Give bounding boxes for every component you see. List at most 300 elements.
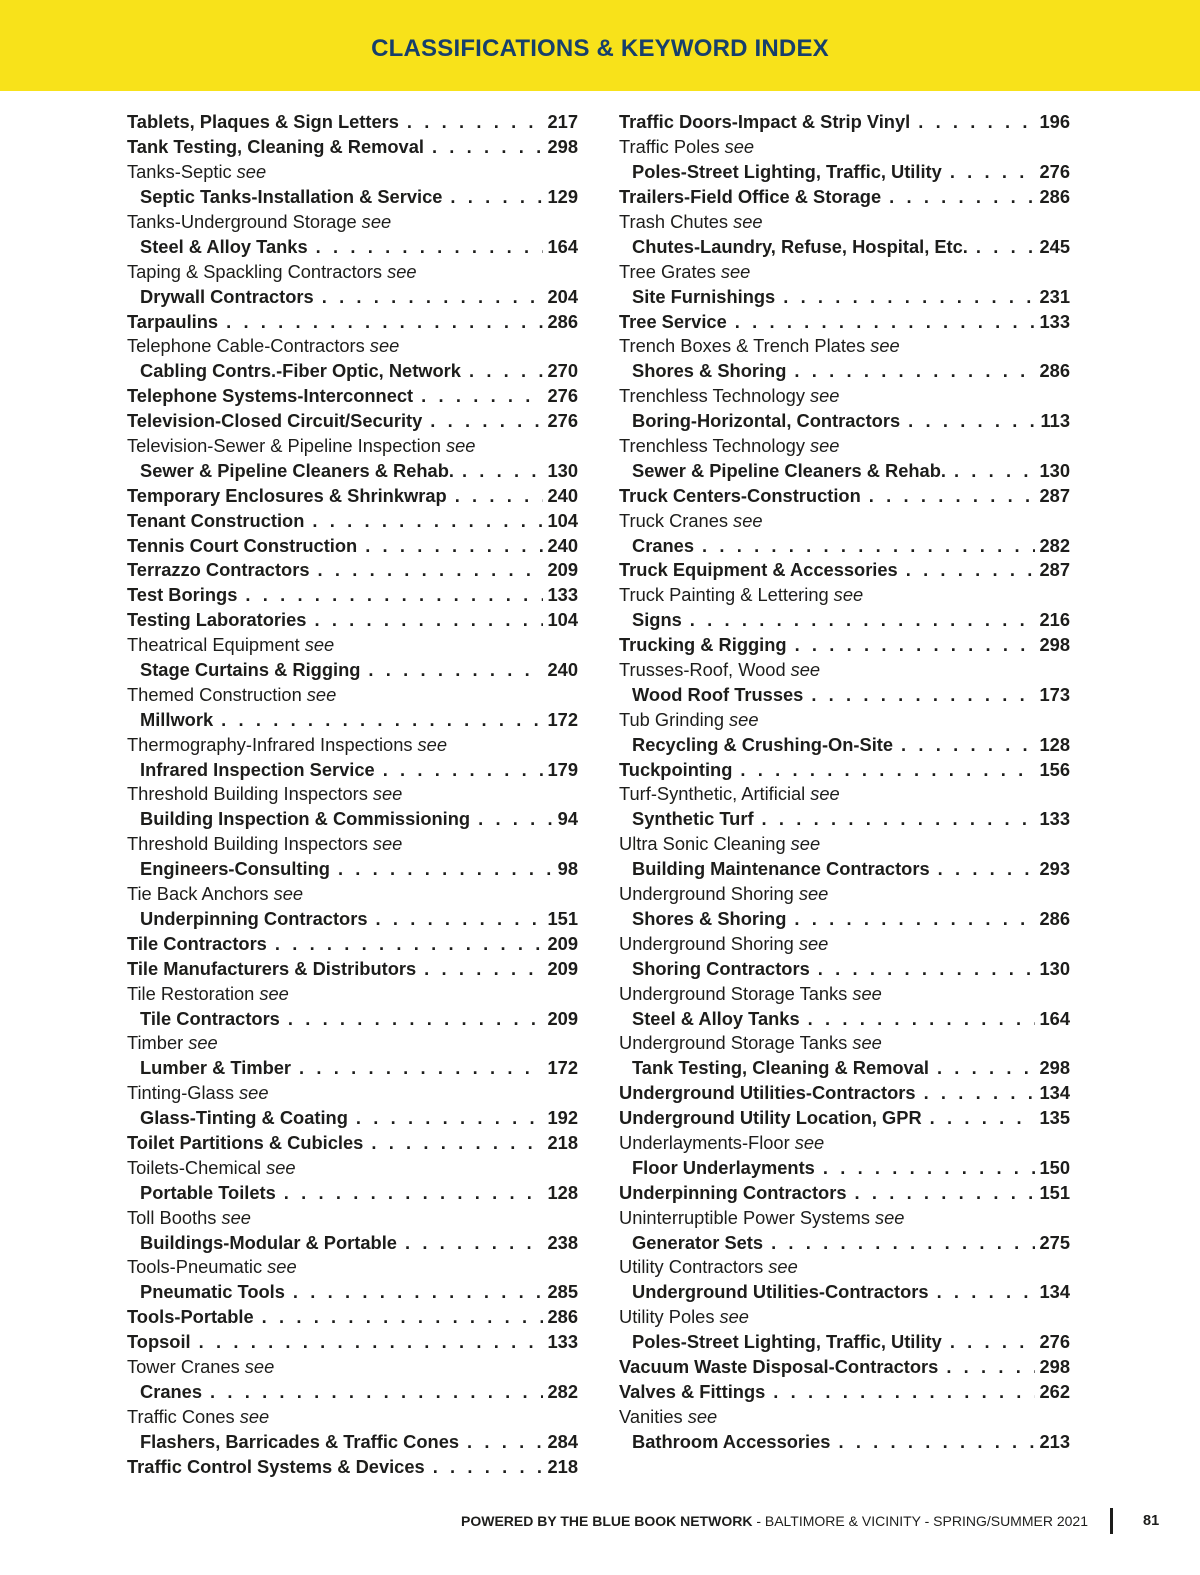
index-entry xyxy=(619,807,1070,832)
index-crossref xyxy=(619,334,1070,359)
dot-leader xyxy=(900,410,1036,432)
entry-label: Underground Storage Tanks xyxy=(619,982,848,1004)
index-crossref xyxy=(619,1305,1070,1330)
dot-leader xyxy=(308,236,544,258)
entry-label: Tank Testing, Cleaning & Removal xyxy=(632,1057,929,1079)
entry-page-number: 164 xyxy=(1039,1007,1070,1029)
entry-label: Threshold Building Inspectors xyxy=(127,833,368,855)
entry-label: Themed Construction xyxy=(127,683,302,705)
entry-label: Buildings-Modular & Portable xyxy=(140,1231,397,1253)
index-entry xyxy=(127,284,578,309)
entry-label: Topsoil xyxy=(127,1331,191,1353)
index-entry xyxy=(619,857,1070,882)
dot-leader xyxy=(929,1057,1036,1079)
index-entry xyxy=(127,1180,578,1205)
dot-leader xyxy=(763,1232,1035,1254)
entry-page-number: 282 xyxy=(1039,534,1070,556)
dot-leader xyxy=(447,485,544,507)
entry-label: Utility Contractors xyxy=(619,1256,764,1278)
entry-label: Traffic Cones xyxy=(127,1405,235,1427)
entry-label: Terrazzo Contractors xyxy=(127,559,310,581)
entry-page-number: 276 xyxy=(547,410,578,432)
see-reference: see xyxy=(852,982,882,1004)
dot-leader xyxy=(348,1107,544,1129)
index-crossref xyxy=(619,1131,1070,1156)
dot-leader xyxy=(470,808,554,830)
entry-page-number: 133 xyxy=(1039,310,1070,332)
index-entry xyxy=(127,1429,578,1454)
index-entry xyxy=(619,110,1070,135)
page-footer xyxy=(0,1508,1200,1536)
see-reference: see xyxy=(798,883,829,905)
index-entry xyxy=(619,1230,1070,1255)
entry-label: Wood Roof Trusses xyxy=(632,683,804,705)
entry-page-number: 104 xyxy=(547,609,578,631)
see-reference: see xyxy=(724,136,755,158)
index-crossref xyxy=(127,1081,578,1106)
dot-leader xyxy=(314,286,544,308)
dot-leader xyxy=(830,1431,1035,1453)
dot-leader xyxy=(330,858,554,880)
dot-leader xyxy=(754,808,1036,830)
dot-leader xyxy=(202,1381,543,1403)
entry-page-number: 298 xyxy=(547,136,578,158)
see-reference: see xyxy=(267,1256,297,1278)
index-entry xyxy=(127,508,578,533)
entry-page-number: 133 xyxy=(1039,808,1070,830)
index-entry xyxy=(619,1429,1070,1454)
index-entry xyxy=(127,558,578,583)
index-column-left xyxy=(127,110,578,1479)
entry-label: Underground Storage Tanks xyxy=(619,1032,848,1054)
index-entry xyxy=(127,1131,578,1156)
index-entry xyxy=(127,707,578,732)
index-crossref xyxy=(127,981,578,1006)
entry-label: Trench Boxes & Trench Plates xyxy=(619,335,866,357)
entry-page-number: 287 xyxy=(1039,484,1070,506)
page-title: CLASSIFICATIONS & KEYWORD INDEX xyxy=(371,34,829,62)
dot-leader xyxy=(422,410,543,432)
page-number: 81 xyxy=(1143,1513,1160,1529)
index-entry xyxy=(127,409,578,434)
dot-leader xyxy=(425,1456,544,1478)
index-entry xyxy=(619,682,1070,707)
entry-page-number: 262 xyxy=(1039,1380,1070,1402)
entry-page-number: 209 xyxy=(547,1007,578,1029)
entry-label: Ultra Sonic Cleaning xyxy=(619,833,786,855)
entry-label: Tennis Court Construction xyxy=(127,534,358,556)
see-reference: see xyxy=(304,634,335,656)
dot-leader xyxy=(360,659,543,681)
see-reference: see xyxy=(809,385,840,407)
dot-leader xyxy=(310,559,544,581)
index-crossref xyxy=(619,658,1070,683)
index-column-right xyxy=(619,110,1070,1454)
dot-leader xyxy=(461,360,544,382)
entry-page-number: 156 xyxy=(1039,758,1070,780)
index-entry xyxy=(619,359,1070,384)
entry-label: Television-Sewer & Pipeline Inspection xyxy=(127,435,441,457)
entry-page-number: 209 xyxy=(547,559,578,581)
see-reference: see xyxy=(733,211,763,232)
entry-page-number: 133 xyxy=(547,1331,578,1353)
entry-label: Trusses-Roof, Wood xyxy=(619,659,786,681)
index-entry xyxy=(619,1379,1070,1404)
entry-page-number: 209 xyxy=(547,957,578,979)
dot-leader xyxy=(861,485,1036,507)
entry-label: Recycling & Crushing-On-Site xyxy=(632,733,894,755)
index-crossref xyxy=(619,832,1070,857)
entry-page-number: 276 xyxy=(1039,161,1070,183)
entry-page-number: 218 xyxy=(547,1455,578,1477)
entry-label: Tarpaulins xyxy=(127,310,219,332)
dot-leader xyxy=(787,634,1036,656)
entry-label: Pneumatic Tools xyxy=(140,1281,285,1303)
index-crossref xyxy=(127,1355,578,1380)
dot-leader xyxy=(682,609,1036,631)
index-crossref xyxy=(619,259,1070,284)
index-entry xyxy=(619,185,1070,210)
see-reference: see xyxy=(387,260,417,282)
index-entry xyxy=(127,956,578,981)
entry-label: Tablets, Plaques & Sign Letters xyxy=(127,111,399,133)
entry-page-number: 179 xyxy=(547,758,578,780)
index-entry xyxy=(619,956,1070,981)
entry-label: Trash Chutes xyxy=(619,211,729,232)
index-entry xyxy=(619,633,1070,658)
entry-page-number: 285 xyxy=(547,1281,578,1303)
entry-page-number: 287 xyxy=(1039,559,1070,581)
entry-label: Taping & Spackling Contractors xyxy=(127,260,383,282)
entry-label: Tank Testing, Cleaning & Removal xyxy=(127,136,424,158)
index-entry xyxy=(127,1305,578,1330)
entry-label: Signs xyxy=(632,609,682,631)
dot-leader xyxy=(786,360,1035,382)
index-crossref xyxy=(127,1255,578,1280)
entry-label: Trailers-Field Office & Storage xyxy=(619,186,882,208)
entry-label: Temporary Enclosures & Shrinkwrap xyxy=(127,484,447,506)
entry-label: Tile Manufacturers & Distributors xyxy=(127,957,417,979)
dot-leader xyxy=(916,1082,1036,1104)
dot-leader xyxy=(732,759,1035,781)
dot-leader xyxy=(922,1107,1036,1129)
entry-page-number: 240 xyxy=(547,484,578,506)
index-entry xyxy=(127,185,578,210)
entry-page-number: 94 xyxy=(557,808,578,830)
entry-label: Truck Painting & Lettering xyxy=(619,584,829,606)
dot-leader xyxy=(413,385,543,407)
index-entry xyxy=(619,608,1070,633)
entry-page-number: 128 xyxy=(1039,733,1070,755)
dot-leader xyxy=(910,111,1035,133)
index-entry xyxy=(127,1230,578,1255)
index-entry xyxy=(127,807,578,832)
entry-label: Testing Laboratories xyxy=(127,609,307,631)
entry-label: Boring-Horizontal, Contractors xyxy=(632,410,901,432)
index-entry xyxy=(619,732,1070,757)
index-crossref xyxy=(127,210,578,235)
index-entry xyxy=(619,1280,1070,1305)
entry-label: Toll Booths xyxy=(127,1206,217,1228)
entry-page-number: 150 xyxy=(1039,1156,1070,1178)
index-crossref xyxy=(127,782,578,807)
dot-leader xyxy=(276,1182,544,1204)
dot-leader xyxy=(786,908,1035,930)
see-reference: see xyxy=(852,1032,882,1054)
entry-label: Tile Contractors xyxy=(140,1007,280,1029)
dot-leader xyxy=(881,186,1035,208)
dot-leader xyxy=(368,908,544,930)
entry-page-number: 151 xyxy=(1039,1181,1070,1203)
index-entry xyxy=(619,1330,1070,1355)
entry-page-number: 196 xyxy=(1039,111,1070,133)
entry-label: Traffic Poles xyxy=(619,136,720,158)
footer-divider xyxy=(1110,1508,1113,1534)
see-reference: see xyxy=(720,260,751,282)
entry-label: Shores & Shoring xyxy=(632,907,787,929)
entry-label: Site Furnishings xyxy=(632,285,776,307)
index-entry xyxy=(127,533,578,558)
dot-leader xyxy=(727,311,1036,333)
entry-label: Steel & Alloy Tanks xyxy=(140,235,308,257)
see-reference: see xyxy=(244,1355,275,1377)
index-crossref xyxy=(127,160,578,185)
entry-label: Tree Service xyxy=(619,310,727,332)
see-reference: see xyxy=(239,1082,269,1104)
see-reference: see xyxy=(372,833,403,855)
entry-page-number: 293 xyxy=(1039,858,1070,880)
entry-label: Toilets-Chemical xyxy=(127,1156,262,1178)
index-crossref xyxy=(619,782,1070,807)
entry-label: Tools-Pneumatic xyxy=(127,1256,263,1278)
index-crossref xyxy=(619,135,1070,160)
see-reference: see xyxy=(306,683,337,705)
entry-label: Sewer & Pipeline Cleaners & Rehab. xyxy=(140,459,454,481)
see-reference: see xyxy=(259,982,289,1004)
dot-leader xyxy=(397,1232,544,1254)
entry-page-number: 130 xyxy=(547,459,578,481)
entry-page-number: 151 xyxy=(547,907,578,929)
entry-label: Traffic Doors-Impact & Strip Vinyl xyxy=(619,111,911,133)
dot-leader xyxy=(285,1281,544,1303)
see-reference: see xyxy=(236,161,267,183)
dot-leader xyxy=(237,584,543,606)
index-entry xyxy=(619,234,1070,259)
header-banner xyxy=(0,0,1200,91)
index-crossref xyxy=(127,1155,578,1180)
entry-page-number: 286 xyxy=(1039,186,1070,208)
dot-leader xyxy=(454,460,544,482)
dot-leader xyxy=(938,1356,1035,1378)
entry-page-number: 204 xyxy=(547,285,578,307)
index-crossref xyxy=(127,682,578,707)
entry-label: Underground Shoring xyxy=(619,883,794,905)
see-reference: see xyxy=(833,584,864,606)
entry-page-number: 129 xyxy=(547,186,578,208)
entry-page-number: 286 xyxy=(547,1306,578,1328)
entry-label: Cranes xyxy=(140,1380,202,1402)
see-reference: see xyxy=(361,211,392,232)
entry-label: Infrared Inspection Service xyxy=(140,758,375,780)
index-entry xyxy=(619,1081,1070,1106)
entry-page-number: 245 xyxy=(1039,235,1070,257)
entry-page-number: 164 xyxy=(547,235,578,257)
index-entry xyxy=(127,458,578,483)
dot-leader xyxy=(424,136,544,158)
entry-page-number: 134 xyxy=(1039,1082,1070,1104)
entry-page-number: 133 xyxy=(547,584,578,606)
index-crossref xyxy=(619,1404,1070,1429)
entry-label: Underground Utilities-Contractors xyxy=(632,1281,929,1303)
entry-page-number: 218 xyxy=(547,1131,578,1153)
entry-label: Tower Cranes xyxy=(127,1355,240,1377)
entry-label: Underground Utility Location, GPR xyxy=(619,1107,922,1129)
index-crossref xyxy=(619,1031,1070,1056)
entry-page-number: 113 xyxy=(1040,410,1070,432)
see-reference: see xyxy=(733,509,763,531)
entry-label: Telephone Cable-Contractors xyxy=(127,335,365,357)
dot-leader xyxy=(765,1381,1035,1403)
entry-label: Tub Grinding xyxy=(619,708,725,730)
see-reference: see xyxy=(870,335,900,357)
index-entry xyxy=(127,384,578,409)
index-entry xyxy=(127,234,578,259)
entry-page-number: 276 xyxy=(547,385,578,407)
entry-label: Test Borings xyxy=(127,584,238,606)
dot-leader xyxy=(267,933,544,955)
index-entry xyxy=(127,658,578,683)
see-reference: see xyxy=(221,1206,251,1228)
entry-label: Trenchless Technology xyxy=(619,385,805,407)
entry-page-number: 298 xyxy=(1039,1057,1070,1079)
entry-label: Drywall Contractors xyxy=(140,285,314,307)
index-crossref xyxy=(127,434,578,459)
see-reference: see xyxy=(729,708,759,730)
index-entry xyxy=(127,583,578,608)
dot-leader xyxy=(810,958,1036,980)
index-entry xyxy=(619,1106,1070,1131)
entry-label: Valves & Fittings xyxy=(619,1380,766,1402)
entry-label: Trenchless Technology xyxy=(619,435,805,457)
dot-leader xyxy=(800,1008,1036,1030)
entry-label: Floor Underlayments xyxy=(632,1156,815,1178)
index-crossref xyxy=(127,334,578,359)
index-entry xyxy=(619,284,1070,309)
entry-page-number: 172 xyxy=(547,708,578,730)
entry-label: Bathroom Accessories xyxy=(632,1430,831,1452)
entry-label: Trucking & Rigging xyxy=(619,634,787,656)
entry-label: Septic Tanks-Installation & Service xyxy=(140,186,443,208)
entry-page-number: 130 xyxy=(1039,459,1070,481)
entry-label: Tenant Construction xyxy=(127,509,305,531)
dot-leader xyxy=(968,236,1036,258)
see-reference: see xyxy=(768,1256,798,1278)
entry-page-number: 98 xyxy=(557,858,578,880)
dot-leader xyxy=(357,535,543,557)
index-crossref xyxy=(619,981,1070,1006)
see-reference: see xyxy=(790,833,821,855)
entry-label: Shoring Contractors xyxy=(632,957,810,979)
dot-leader xyxy=(213,709,543,731)
index-entry xyxy=(619,1355,1070,1380)
index-entry xyxy=(619,309,1070,334)
index-crossref xyxy=(619,882,1070,907)
index-entry xyxy=(619,1180,1070,1205)
dot-leader xyxy=(898,559,1036,581)
entry-page-number: 298 xyxy=(1039,634,1070,656)
dot-leader xyxy=(694,535,1035,557)
entry-page-number: 276 xyxy=(1039,1331,1070,1353)
entry-label: Truck Equipment & Accessories xyxy=(619,559,898,581)
entry-label: Shores & Shoring xyxy=(632,360,787,382)
entry-label: Truck Centers-Construction xyxy=(619,484,861,506)
dot-leader xyxy=(254,1306,544,1328)
dot-leader xyxy=(815,1157,1036,1179)
index-crossref xyxy=(619,508,1070,533)
index-entry xyxy=(127,608,578,633)
entry-page-number: 238 xyxy=(547,1231,578,1253)
index-entry xyxy=(619,1056,1070,1081)
dot-leader xyxy=(375,759,544,781)
entry-label: Tile Restoration xyxy=(127,982,255,1004)
entry-label: Toilet Partitions & Cubicles xyxy=(127,1131,364,1153)
dot-leader xyxy=(803,684,1035,706)
dot-leader xyxy=(291,1057,543,1079)
index-entry xyxy=(127,931,578,956)
footer-edition: - BALTIMORE & VICINITY - SPRING/SUMMER 2021 xyxy=(752,1513,1088,1529)
index-crossref xyxy=(619,1255,1070,1280)
entry-label: Tuckpointing xyxy=(619,758,733,780)
index-entry xyxy=(619,458,1070,483)
entry-label: Stage Curtains & Rigging xyxy=(140,659,361,681)
index-entry xyxy=(127,1056,578,1081)
index-entry xyxy=(127,1106,578,1131)
entry-page-number: 240 xyxy=(547,534,578,556)
see-reference: see xyxy=(369,335,400,357)
entry-label: Vacuum Waste Disposal-Contractors xyxy=(619,1355,939,1377)
entry-page-number: 286 xyxy=(1039,360,1070,382)
index-entry xyxy=(619,160,1070,185)
dot-leader xyxy=(930,858,1036,880)
entry-page-number: 128 xyxy=(547,1181,578,1203)
dot-leader xyxy=(218,311,543,333)
index-entry xyxy=(127,907,578,932)
index-entry xyxy=(619,1006,1070,1031)
index-entry xyxy=(127,1379,578,1404)
entry-label: Sewer & Pipeline Cleaners & Rehab. xyxy=(632,459,946,481)
dot-leader xyxy=(946,460,1036,482)
index-crossref xyxy=(619,210,1070,235)
entry-label: Truck Cranes xyxy=(619,509,729,531)
index-crossref xyxy=(127,1205,578,1230)
entry-page-number: 275 xyxy=(1039,1231,1070,1253)
index-crossref xyxy=(127,1031,578,1056)
dot-leader xyxy=(893,734,1035,756)
entry-label: Tanks-Underground Storage xyxy=(127,211,357,232)
entry-label: Television-Closed Circuit/Security xyxy=(127,410,423,432)
entry-label: Vanities xyxy=(619,1405,683,1427)
entry-label: Poles-Street Lighting, Traffic, Utility xyxy=(632,161,942,183)
entry-page-number: 213 xyxy=(1039,1430,1070,1452)
entry-page-number: 217 xyxy=(547,111,578,133)
entry-page-number: 282 xyxy=(547,1380,578,1402)
index-entry xyxy=(127,483,578,508)
entry-label: Tie Back Anchors xyxy=(127,883,269,905)
index-crossref xyxy=(127,882,578,907)
index-entry xyxy=(127,110,578,135)
dot-leader xyxy=(442,186,543,208)
see-reference: see xyxy=(790,659,821,681)
